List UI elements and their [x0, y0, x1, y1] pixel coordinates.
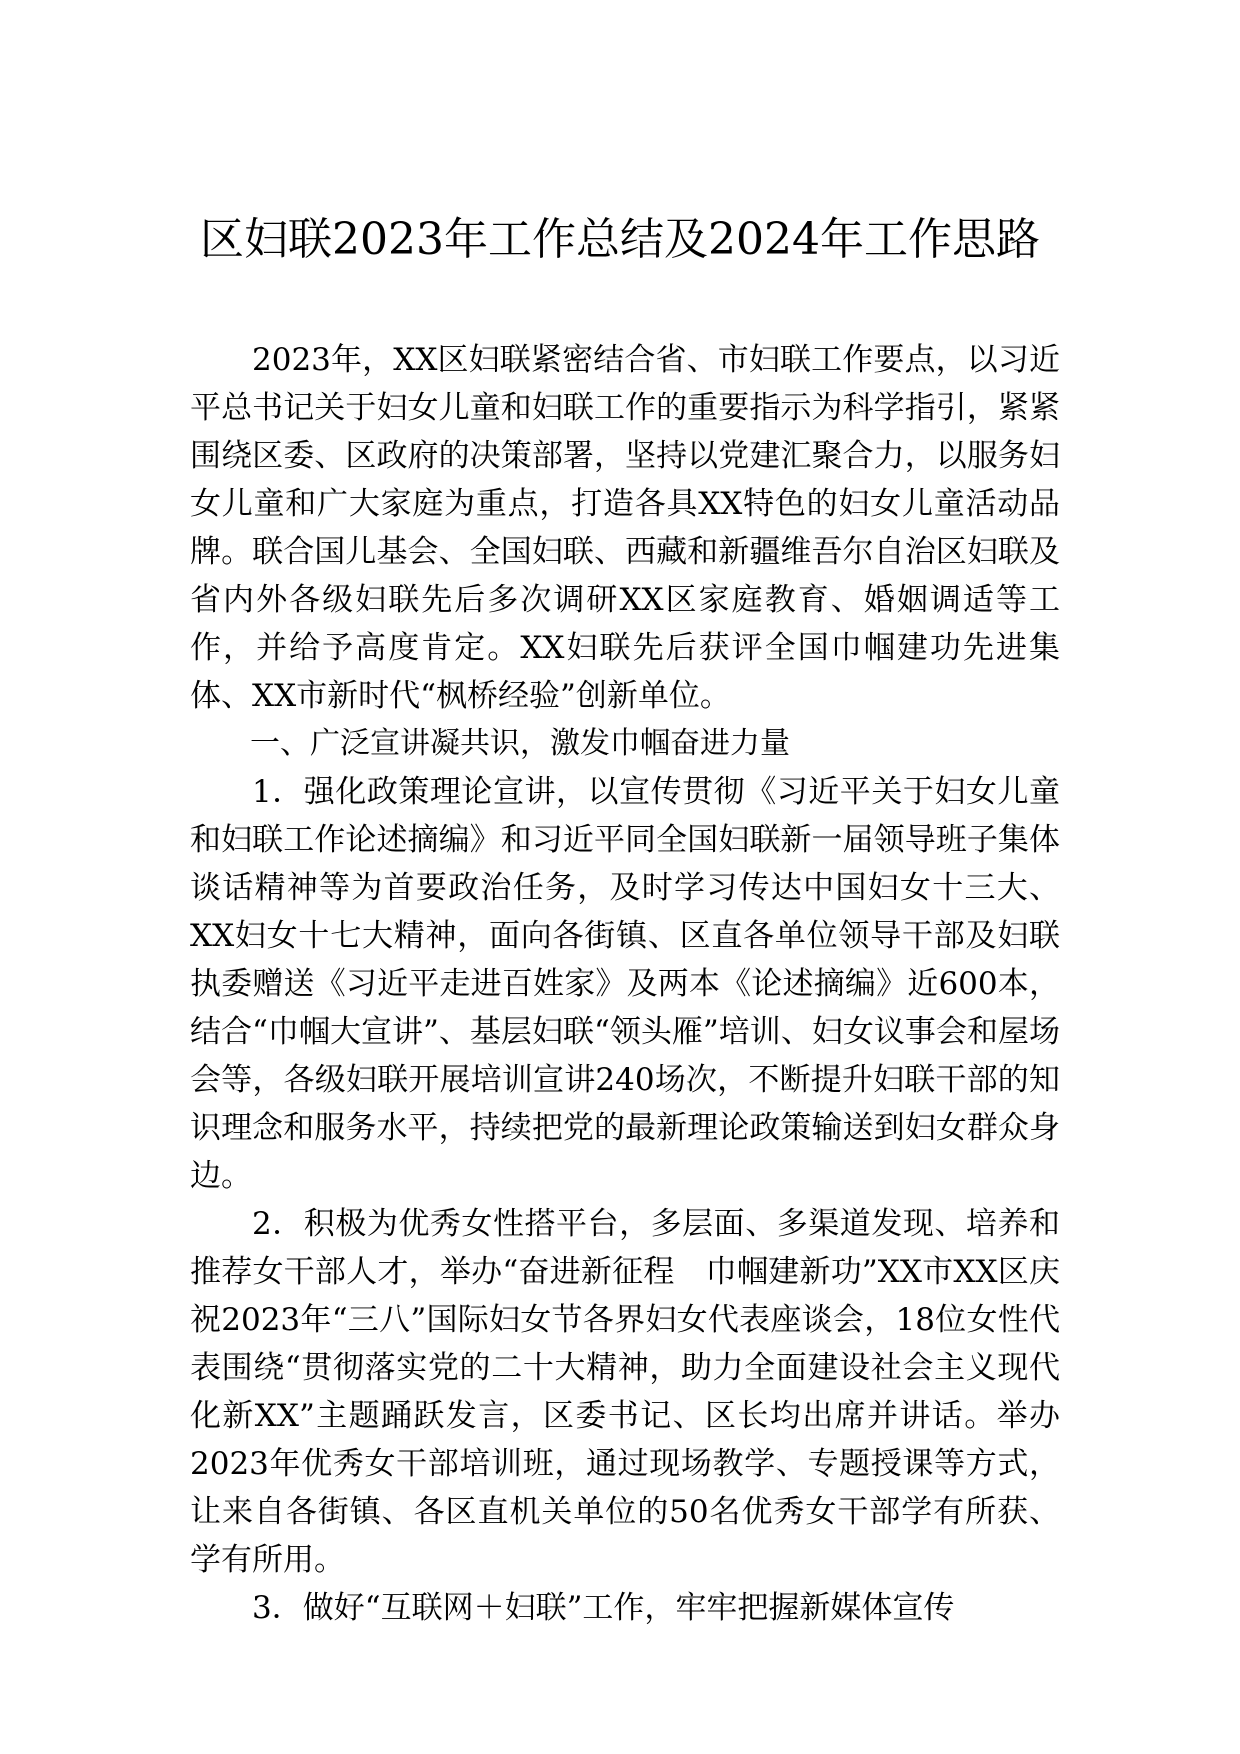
section-heading-1: 一、广泛宣讲凝共识，激发巾帼奋进力量	[250, 726, 790, 761]
item-paragraph-2: 2．积极为优秀女性搭平台，多层面、多渠道发现、培养和推荐女干部人才，举办“奋进新征程 巾帼建新功”XX市XX区庆祝2023年“三八”国际妇女节各界妇女代表座谈会，18位女性代表围绕“贯彻落实党的二十大精神，助力全面建设社会主义现代化新XX”主题踊跃发言，区委书记、区长均出席并讲话。举办2023年优秀女干部培训班，通过现场教学、专题授课等方式，让来自各街镇、各区直机关单位的50名优秀女干部学有所获、学有所用。	[190, 1206, 1060, 1578]
document-body	[190, 336, 1060, 1632]
item-paragraph-3: 3．做好“互联网＋妇联”工作，牢牢把握新媒体宣传	[252, 1590, 955, 1626]
document-title: 区妇联2023年工作总结及2024年工作思路	[200, 214, 1040, 265]
intro-paragraph: 2023年，XX区妇联紧密结合省、市妇联工作要点，以习近平总书记关于妇女儿童和妇联工作的重要指示为科学指引，紧紧围绕区委、区政府的决策部署，坚持以党建汇聚合力，以服务妇女儿童和广大家庭为重点，打造各具XX特色的妇女儿童活动品牌。联合国儿基会、全国妇联、西藏和新疆维吾尔自治区妇联及省内外各级妇联先后多次调研XX区家庭教育、婚姻调适等工作，并给予高度肯定。XX妇联先后获评全国巾帼建功先进集体、XX市新时代“枫桥经验”创新单位。	[190, 342, 1060, 714]
item-paragraph-1: 1．强化政策理论宣讲，以宣传贯彻《习近平关于妇女儿童和妇联工作论述摘编》和习近平同全国妇联新一届领导班子集体谈话精神等为首要政治任务，及时学习传达中国妇女十三大、XX妇女十七大精神，面向各街镇、区直各单位领导干部及妇联执委赠送《习近平走进百姓家》及两本《论述摘编》近600本，结合“巾帼大宣讲”、基层妇联“领头雁”培训、妇女议事会和屋场会等，各级妇联开展培训宣讲240场次，不断提升妇联干部的知识理念和服务水平，持续把党的最新理论政策输送到妇女群众身边。	[190, 774, 1060, 1194]
